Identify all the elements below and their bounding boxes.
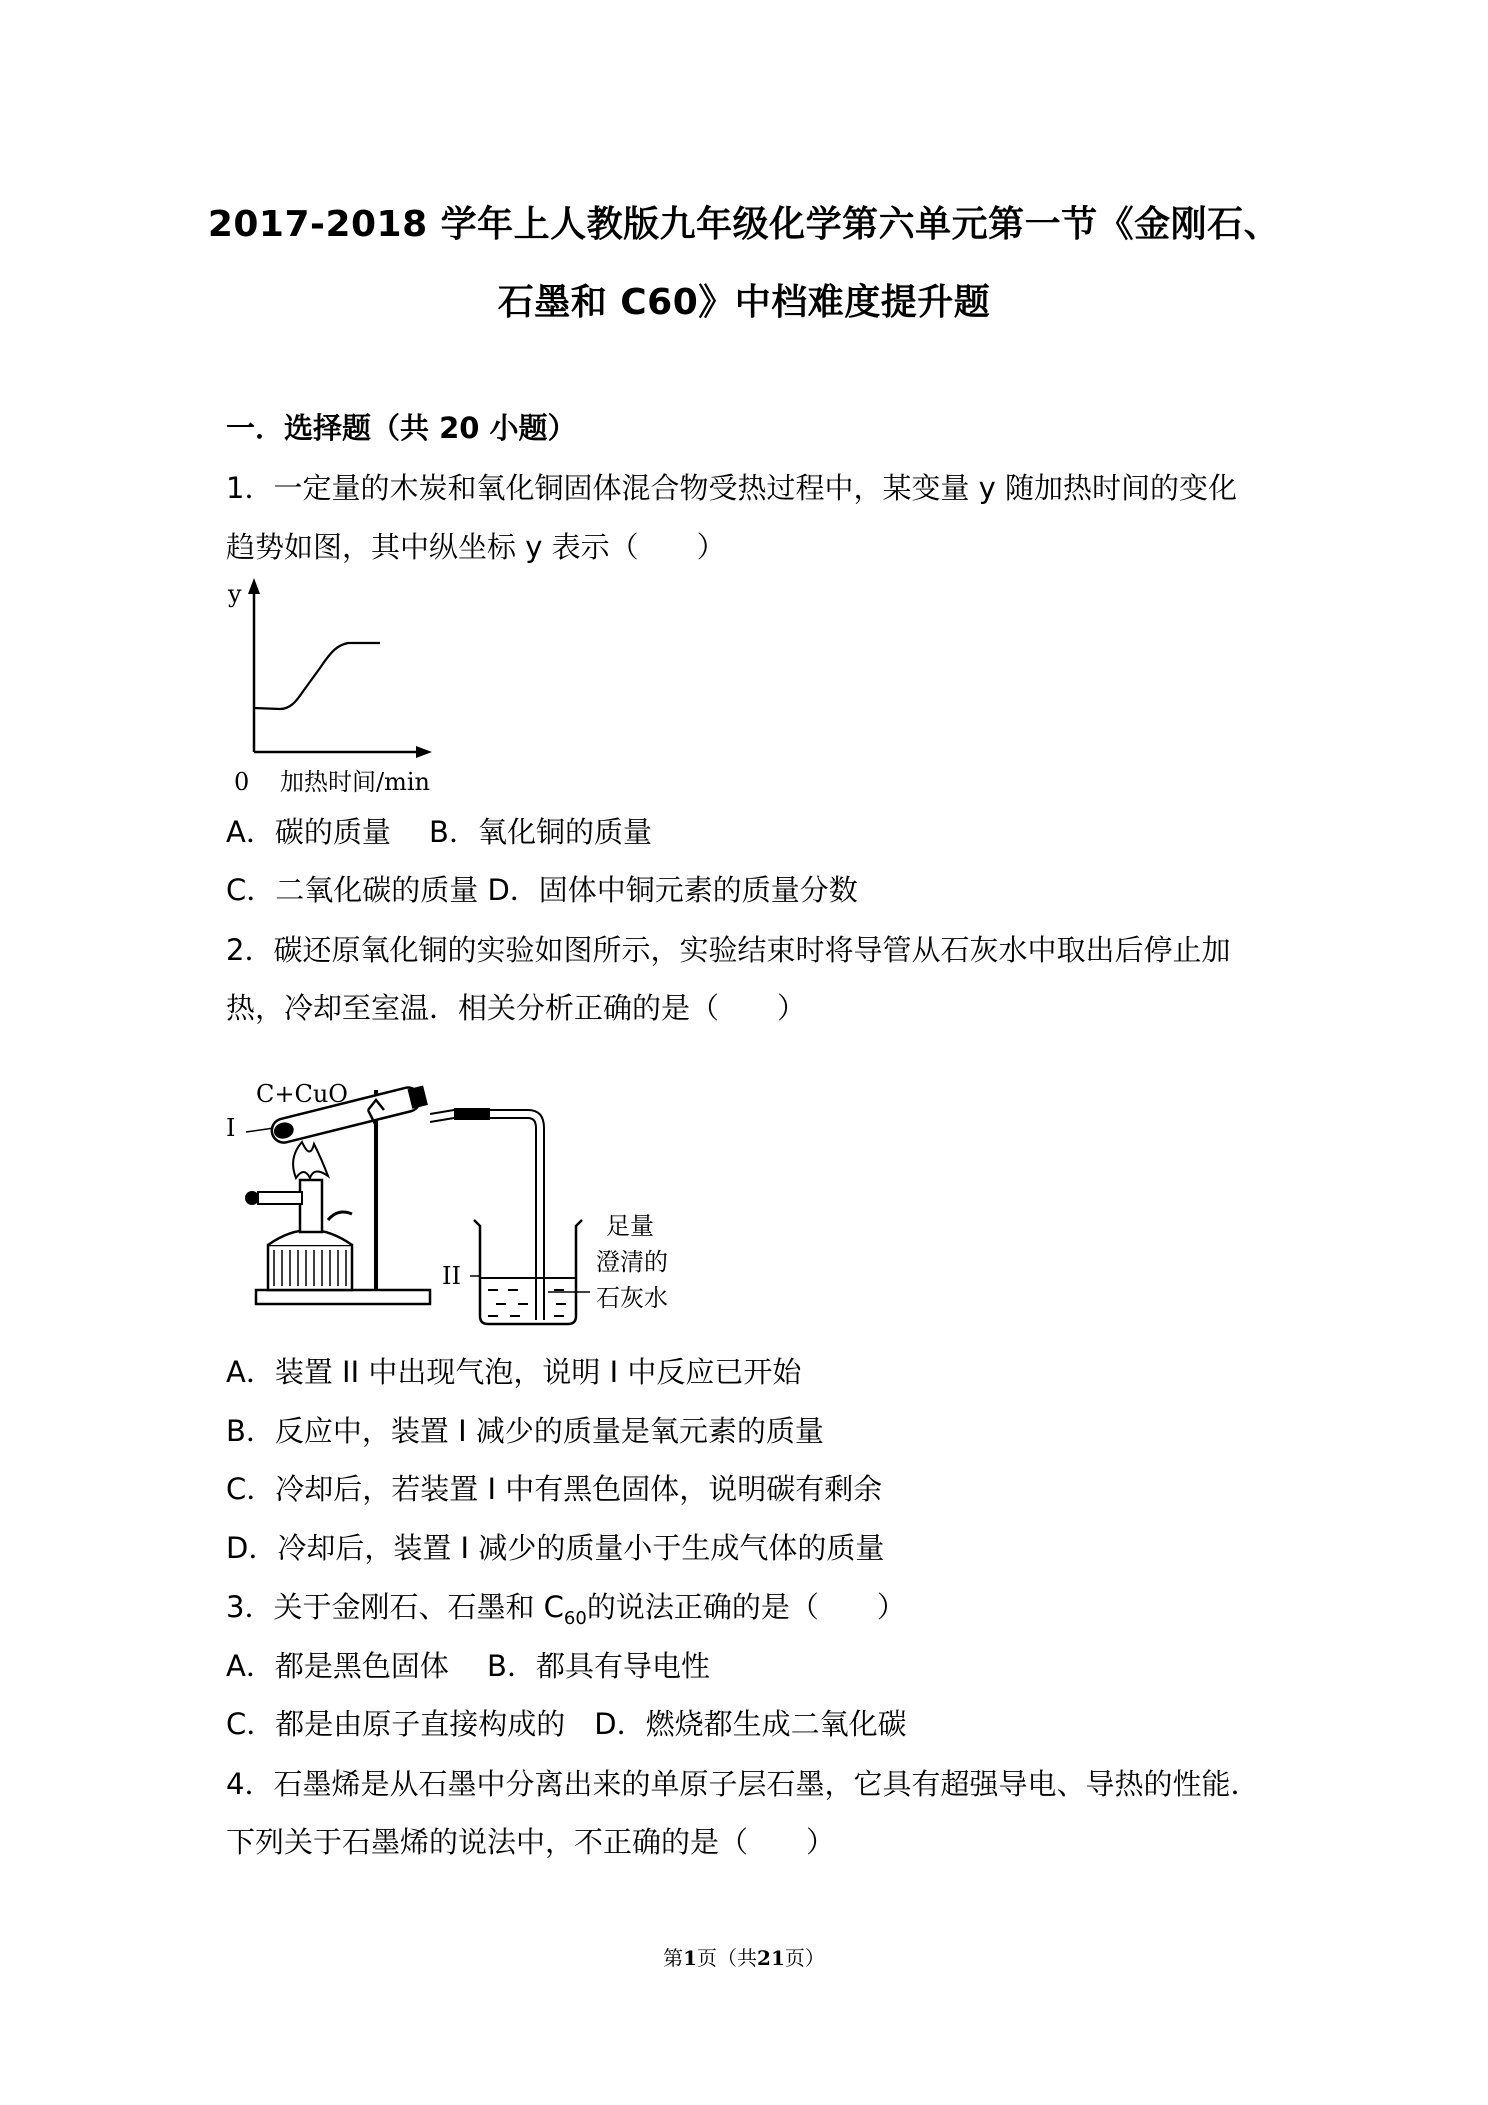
document-title-line1: 2017-2018 学年上人教版九年级化学第六单元第一节《金刚石、 (207, 204, 1281, 245)
graph-curve (254, 643, 380, 709)
q4-stem-line2: 下列关于石墨烯的说法中，不正确的是（ ） (226, 1825, 836, 1859)
q3-options-line1: A．都是黑色固体 B．都具有导电性 (226, 1649, 710, 1683)
q2-option-a: A．装置 II 中出现气泡，说明 I 中反应已开始 (226, 1355, 802, 1389)
q3-stem-prefix: 3．关于金刚石、石墨和 C (226, 1590, 564, 1624)
apparatus-device2-label: II (442, 1262, 461, 1290)
graph-x-label: 加热时间/min (280, 768, 430, 796)
label-pointer-line (246, 1128, 274, 1132)
q2-apparatus-diagram (218, 1070, 698, 1330)
footer-suffix: 页） (784, 1946, 825, 1970)
graph-x-arrow (416, 746, 432, 758)
footer-total-pages: 21 (757, 1946, 785, 1970)
footer-middle: 页（共 (697, 1946, 758, 1970)
q1-options-line1: A．碳的质量 B．氧化铜的质量 (226, 815, 652, 849)
limewater-label-3: 石灰水 (596, 1284, 668, 1312)
stand-base (256, 1290, 430, 1304)
q4-stem-line1: 4．石墨烯是从石墨中分离出来的单原子层石墨，它具有超强导电、导热的性能． (226, 1767, 1260, 1801)
q1-stem-line1: 1．一定量的木炭和氧化铜固体混合物受热过程中，某变量 y 随加热时间的变化 (226, 471, 1238, 505)
footer-page-number: 1 (683, 1946, 698, 1970)
limewater-label-1: 足量 (606, 1212, 654, 1240)
q2-stem-line1: 2．碳还原氧化铜的实验如图所示，实验结束时将导管从石灰水中取出后停止加 (226, 933, 1231, 967)
beaker (474, 1220, 582, 1324)
q3-options-line2: C．都是由原子直接构成的 D．燃烧都生成二氧化碳 (226, 1707, 907, 1741)
heater-body (268, 1245, 352, 1290)
q3-stem-subscript: 60 (563, 1607, 587, 1629)
q3-stem-suffix: 的说法正确的是（ ） (586, 1590, 906, 1624)
q2-stem-line2: 热，冷却至室温．相关分析正确的是（ ） (226, 991, 807, 1025)
burner-valve (258, 1192, 302, 1204)
rubber-connector (454, 1108, 490, 1120)
flame (293, 1142, 328, 1178)
valve-knob (245, 1191, 259, 1205)
graph-y-arrow (248, 578, 260, 594)
q2-option-b: B．反应中，装置 I 减少的质量是氧元素的质量 (226, 1414, 824, 1448)
q2-option-d: D．冷却后，装置 I 减少的质量小于生成气体的质量 (226, 1531, 885, 1565)
q1-trend-graph (224, 572, 454, 802)
q1-options-line2: C．二氧化碳的质量 D．固体中铜元素的质量分数 (226, 873, 858, 907)
footer-prefix: 第 (663, 1946, 684, 1970)
water-dashes (488, 1290, 566, 1316)
q2-option-c: C．冷却后，若装置 I 中有黑色固体，说明碳有剩余 (226, 1472, 883, 1506)
q1-stem-line2: 趋势如图，其中纵坐标 y 表示（ ） (226, 530, 726, 564)
document-title-line2: 石墨和 C60》中档难度提升题 (497, 282, 991, 323)
apparatus-device1-label: I (226, 1114, 236, 1142)
graph-origin-label: 0 (234, 768, 250, 796)
apparatus-reagent-label: C+CuO (256, 1080, 348, 1108)
burner-column (300, 1180, 322, 1232)
section-heading: 一．选择题（共 20 小题） (226, 411, 577, 445)
page-footer (0, 1942, 1488, 1971)
limewater-label-2: 澄清的 (596, 1248, 668, 1276)
graph-y-label: y (228, 580, 242, 608)
q3-stem (226, 1585, 906, 1629)
burner-handle (328, 1212, 352, 1220)
